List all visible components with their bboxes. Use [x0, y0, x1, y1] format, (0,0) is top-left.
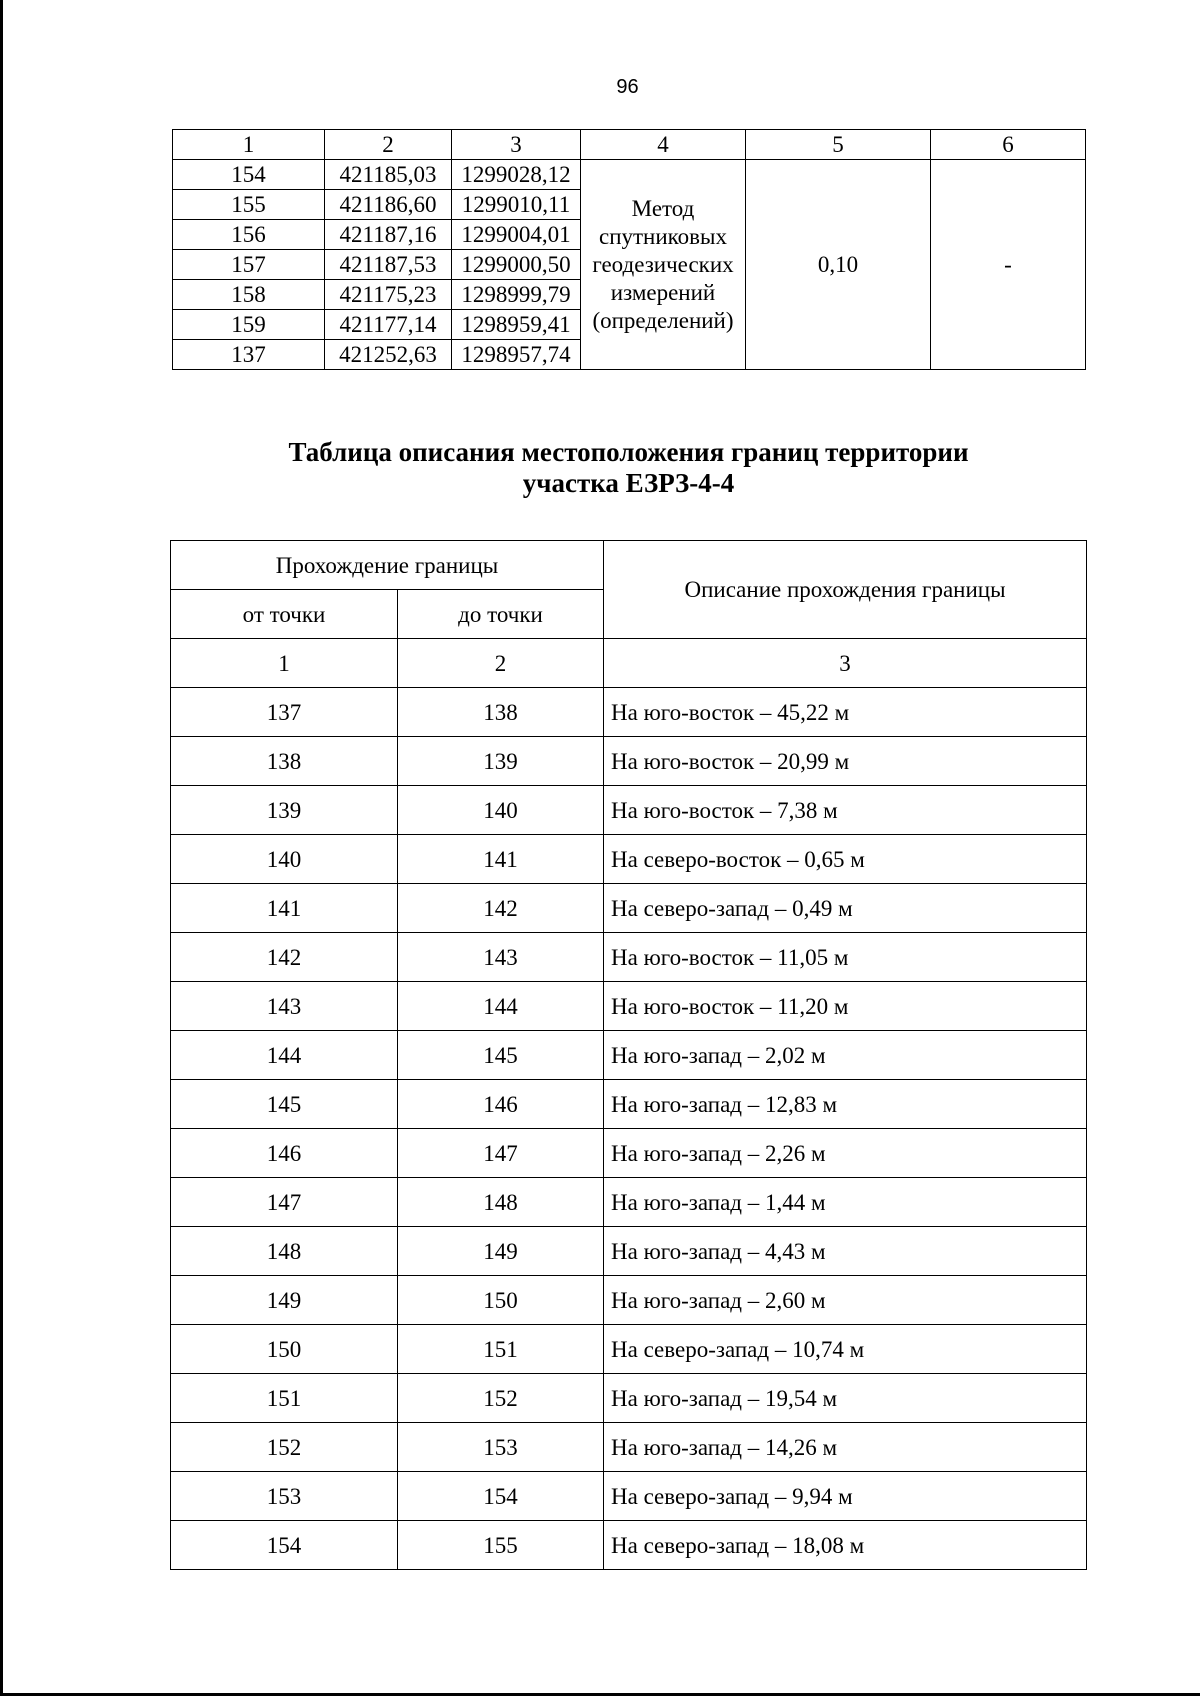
boundary-row [171, 1423, 1087, 1472]
column-number: 4 [581, 130, 746, 160]
section-title-line: участка ЕЗРЗ-4-4 [522, 468, 735, 498]
from-point: 151 [171, 1374, 398, 1423]
coordinate-y: 1298957,74 [452, 340, 581, 370]
boundary-description: На юго-запад – 2,26 м [604, 1129, 1087, 1178]
boundary-row [171, 688, 1087, 737]
point-number: 158 [173, 280, 325, 310]
from-point: 138 [171, 737, 398, 786]
method-line: измерений [610, 279, 716, 305]
to-point: 142 [398, 884, 604, 933]
from-point: 140 [171, 835, 398, 884]
coordinates-header-row [173, 130, 1086, 160]
from-point: 149 [171, 1276, 398, 1325]
boundary-row [171, 933, 1087, 982]
from-point: 153 [171, 1472, 398, 1521]
from-point: 148 [171, 1227, 398, 1276]
boundary-row [171, 1325, 1087, 1374]
coordinate-y: 1299028,12 [452, 160, 581, 190]
coordinate-y: 1298999,79 [452, 280, 581, 310]
to-point: 149 [398, 1227, 604, 1276]
boundary-row [171, 1374, 1087, 1423]
from-point: 139 [171, 786, 398, 835]
method-line: Метод [631, 195, 695, 221]
column-number: 2 [325, 130, 452, 160]
boundary-description: На северо-запад – 0,49 м [604, 884, 1087, 933]
boundary-description: На юго-запад – 1,44 м [604, 1178, 1087, 1227]
coordinates-row [173, 160, 1086, 190]
point-number: 155 [173, 190, 325, 220]
page-number: 96 [616, 76, 639, 98]
coordinate-y: 1298959,41 [452, 310, 581, 340]
column-number: 6 [931, 130, 1086, 160]
to-point: 147 [398, 1129, 604, 1178]
to-point: 145 [398, 1031, 604, 1080]
boundary-row [171, 737, 1087, 786]
boundary-description: На юго-запад – 12,83 м [604, 1080, 1087, 1129]
boundary-row [171, 1031, 1087, 1080]
point-number: 156 [173, 220, 325, 250]
coordinate-x: 421252,63 [325, 340, 452, 370]
boundary-description: На северо-восток – 0,65 м [604, 835, 1087, 884]
section-title [172, 437, 1085, 499]
to-point: 155 [398, 1521, 604, 1570]
method-line: геодезических [592, 251, 734, 277]
from-point: 154 [171, 1521, 398, 1570]
method-line: (определений) [592, 307, 734, 333]
from-point: 141 [171, 884, 398, 933]
coordinate-y: 1299010,11 [452, 190, 581, 220]
boundary-row [171, 1521, 1087, 1570]
from-point: 152 [171, 1423, 398, 1472]
from-point: 144 [171, 1031, 398, 1080]
boundary-description: На северо-запад – 18,08 м [604, 1521, 1087, 1570]
from-point: 150 [171, 1325, 398, 1374]
column-number: 5 [746, 130, 931, 160]
column-number: 1 [173, 130, 325, 160]
to-point: 140 [398, 786, 604, 835]
coordinates-table [172, 129, 1086, 370]
boundary-row [171, 1178, 1087, 1227]
header-to-point: до точки [398, 590, 604, 639]
point-number: 157 [173, 250, 325, 280]
from-point: 142 [171, 933, 398, 982]
boundary-header-row [171, 541, 1087, 590]
method-cell [581, 160, 746, 370]
boundary-description: На юго-восток – 20,99 м [604, 737, 1087, 786]
coordinate-x: 421186,60 [325, 190, 452, 220]
coordinate-x: 421187,53 [325, 250, 452, 280]
section-title-line: Таблица описания местоположения границ территории [288, 437, 969, 467]
boundary-row [171, 1080, 1087, 1129]
boundary-row [171, 884, 1087, 933]
accuracy-cell: 0,10 [746, 160, 931, 370]
from-point: 137 [171, 688, 398, 737]
to-point: 150 [398, 1276, 604, 1325]
to-point: 143 [398, 933, 604, 982]
coordinate-y: 1299000,50 [452, 250, 581, 280]
column-number: 1 [171, 639, 398, 688]
coordinate-x: 421187,16 [325, 220, 452, 250]
column-number: 3 [604, 639, 1087, 688]
boundary-description: На юго-запад – 2,60 м [604, 1276, 1087, 1325]
coordinate-x: 421177,14 [325, 310, 452, 340]
method-line: спутниковых [598, 223, 727, 249]
from-point: 146 [171, 1129, 398, 1178]
boundary-row [171, 786, 1087, 835]
to-point: 153 [398, 1423, 604, 1472]
boundary-row [171, 835, 1087, 884]
header-boundary-passage: Прохождение границы [171, 541, 604, 590]
boundary-description: На северо-запад – 10,74 м [604, 1325, 1087, 1374]
from-point: 143 [171, 982, 398, 1031]
point-number: 154 [173, 160, 325, 190]
point-number: 159 [173, 310, 325, 340]
to-point: 141 [398, 835, 604, 884]
column-6-cell: - [931, 160, 1086, 370]
boundary-description: На юго-запад – 4,43 м [604, 1227, 1087, 1276]
to-point: 151 [398, 1325, 604, 1374]
boundary-row [171, 1227, 1087, 1276]
from-point: 145 [171, 1080, 398, 1129]
boundary-description: На юго-запад – 14,26 м [604, 1423, 1087, 1472]
header-from-point: от точки [171, 590, 398, 639]
to-point: 138 [398, 688, 604, 737]
point-number: 137 [173, 340, 325, 370]
column-number: 3 [452, 130, 581, 160]
boundary-description: На юго-восток – 11,20 м [604, 982, 1087, 1031]
to-point: 148 [398, 1178, 604, 1227]
from-point: 147 [171, 1178, 398, 1227]
scan-border-left [0, 0, 3, 1696]
boundary-row [171, 982, 1087, 1031]
to-point: 154 [398, 1472, 604, 1521]
boundary-description: На северо-запад – 9,94 м [604, 1472, 1087, 1521]
boundary-description: На юго-восток – 45,22 м [604, 688, 1087, 737]
boundary-description: На юго-запад – 19,54 м [604, 1374, 1087, 1423]
boundary-description-table [170, 540, 1087, 1570]
boundary-row [171, 1129, 1087, 1178]
coordinate-y: 1299004,01 [452, 220, 581, 250]
boundary-row [171, 1472, 1087, 1521]
boundary-description: На юго-запад – 2,02 м [604, 1031, 1087, 1080]
column-number: 2 [398, 639, 604, 688]
boundary-row [171, 1276, 1087, 1325]
to-point: 144 [398, 982, 604, 1031]
coordinate-x: 421185,03 [325, 160, 452, 190]
boundary-description: На юго-восток – 11,05 м [604, 933, 1087, 982]
to-point: 152 [398, 1374, 604, 1423]
boundary-column-numbers-row [171, 639, 1087, 688]
coordinate-x: 421175,23 [325, 280, 452, 310]
to-point: 139 [398, 737, 604, 786]
to-point: 146 [398, 1080, 604, 1129]
boundary-description: На юго-восток – 7,38 м [604, 786, 1087, 835]
header-boundary-description: Описание прохождения границы [604, 541, 1087, 639]
